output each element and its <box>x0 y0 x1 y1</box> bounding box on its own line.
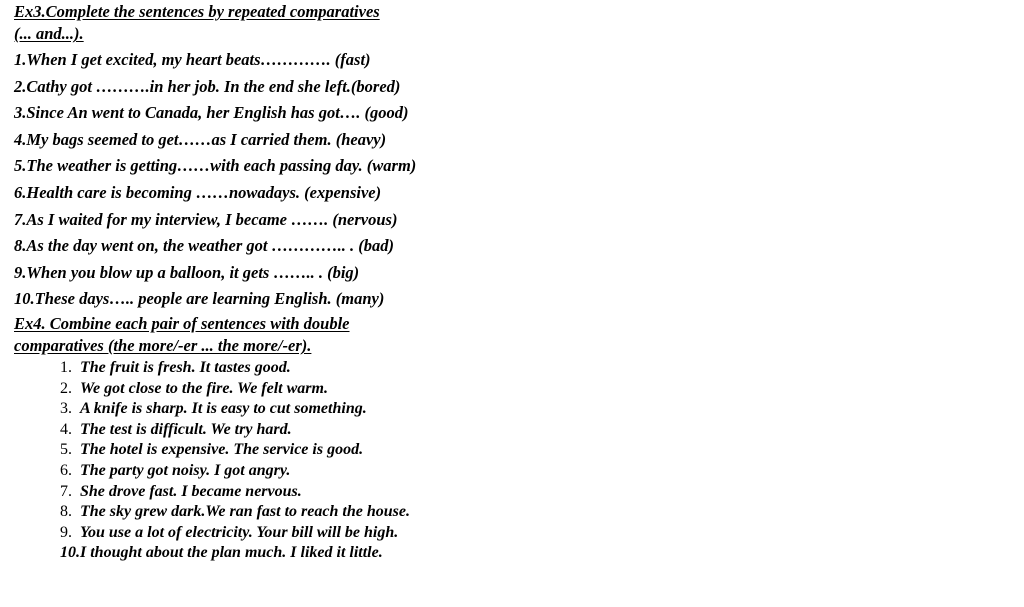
worksheet-page <box>14 0 634 564</box>
item-number: 2. <box>60 379 72 397</box>
item-number: 10. <box>60 544 80 562</box>
item-text: The fruit is fresh. It tastes good. <box>80 358 291 376</box>
item-number: 6. <box>60 461 72 479</box>
item-text: You use a lot of electricity. Your bill will be high. <box>80 523 399 541</box>
exercise-3-item: 5.The weather is getting……with each passing day. (warm) <box>14 156 417 176</box>
exercise-3-item: 6.Health care is becoming ……nowadays. (expensive) <box>14 182 382 202</box>
item-text: The hotel is expensive. The service is good. <box>80 441 364 459</box>
exercise-4-item <box>14 502 634 523</box>
item-text: I thought about the plan much. I liked it little. <box>80 544 383 562</box>
exercise-3-item: 3.Since An went to Canada, her English has got…. (good) <box>14 103 409 123</box>
exercise-3-heading-line-1: Ex3.Complete the sentences by repeated comparatives <box>14 2 380 21</box>
item-text: The sky grew dark.We ran fast to reach the house. <box>80 503 410 521</box>
exercise-4-item <box>14 523 634 544</box>
exercise-4-heading-line-1: Ex4. Combine each pair of sentences with double <box>14 313 350 333</box>
item-number: 5. <box>60 441 72 459</box>
item-number: 8. <box>60 503 72 521</box>
exercise-4-item <box>14 399 634 420</box>
exercise-4-item <box>14 543 634 564</box>
exercise-4-item <box>14 358 634 379</box>
item-text: The party got noisy. I got angry. <box>80 461 291 479</box>
exercise-4-item <box>14 461 634 482</box>
exercise-4-item <box>14 482 634 503</box>
exercise-3-list <box>14 47 634 313</box>
exercise-3-item: 8.As the day went on, the weather got ………….. . (bad) <box>14 236 394 256</box>
item-text: She drove fast. I became nervous. <box>80 482 302 500</box>
item-number: 9. <box>60 523 72 541</box>
exercise-3-item: 9.When you blow up a balloon, it gets …….. . (big) <box>14 262 360 282</box>
exercise-3-item: 1.When I get excited, my heart beats…………. (fast) <box>14 50 371 69</box>
item-number: 4. <box>60 420 72 438</box>
exercise-4-item <box>14 420 634 441</box>
item-text: We got close to the fire. We felt warm. <box>80 379 328 397</box>
exercise-3-item: 7.As I waited for my interview, I became ……. (nervous) <box>14 209 398 229</box>
exercise-3-heading-line-2: (... and...). <box>14 24 84 43</box>
item-number: 1. <box>60 358 72 376</box>
exercise-4-item <box>14 379 634 400</box>
item-text: The test is difficult. We try hard. <box>80 420 292 438</box>
item-text: A knife is sharp. It is easy to cut something. <box>80 400 367 418</box>
exercise-4-section <box>14 313 634 564</box>
exercise-4-item <box>14 440 634 461</box>
item-number: 3. <box>60 400 72 418</box>
exercise-3-item: 4.My bags seemed to get……as I carried them. (heavy) <box>14 129 387 149</box>
exercise-3-item: 10.These days….. people are learning English. (many) <box>14 289 385 309</box>
exercise-4-list <box>14 358 634 564</box>
exercise-3-item: 2.Cathy got ……….in her job. In the end she left.(bored) <box>14 76 401 96</box>
exercise-3-section <box>14 1 634 313</box>
exercise-4-heading-line-2: comparatives (the more/-er ... the more/-er). <box>14 335 312 355</box>
item-number: 7. <box>60 482 72 500</box>
